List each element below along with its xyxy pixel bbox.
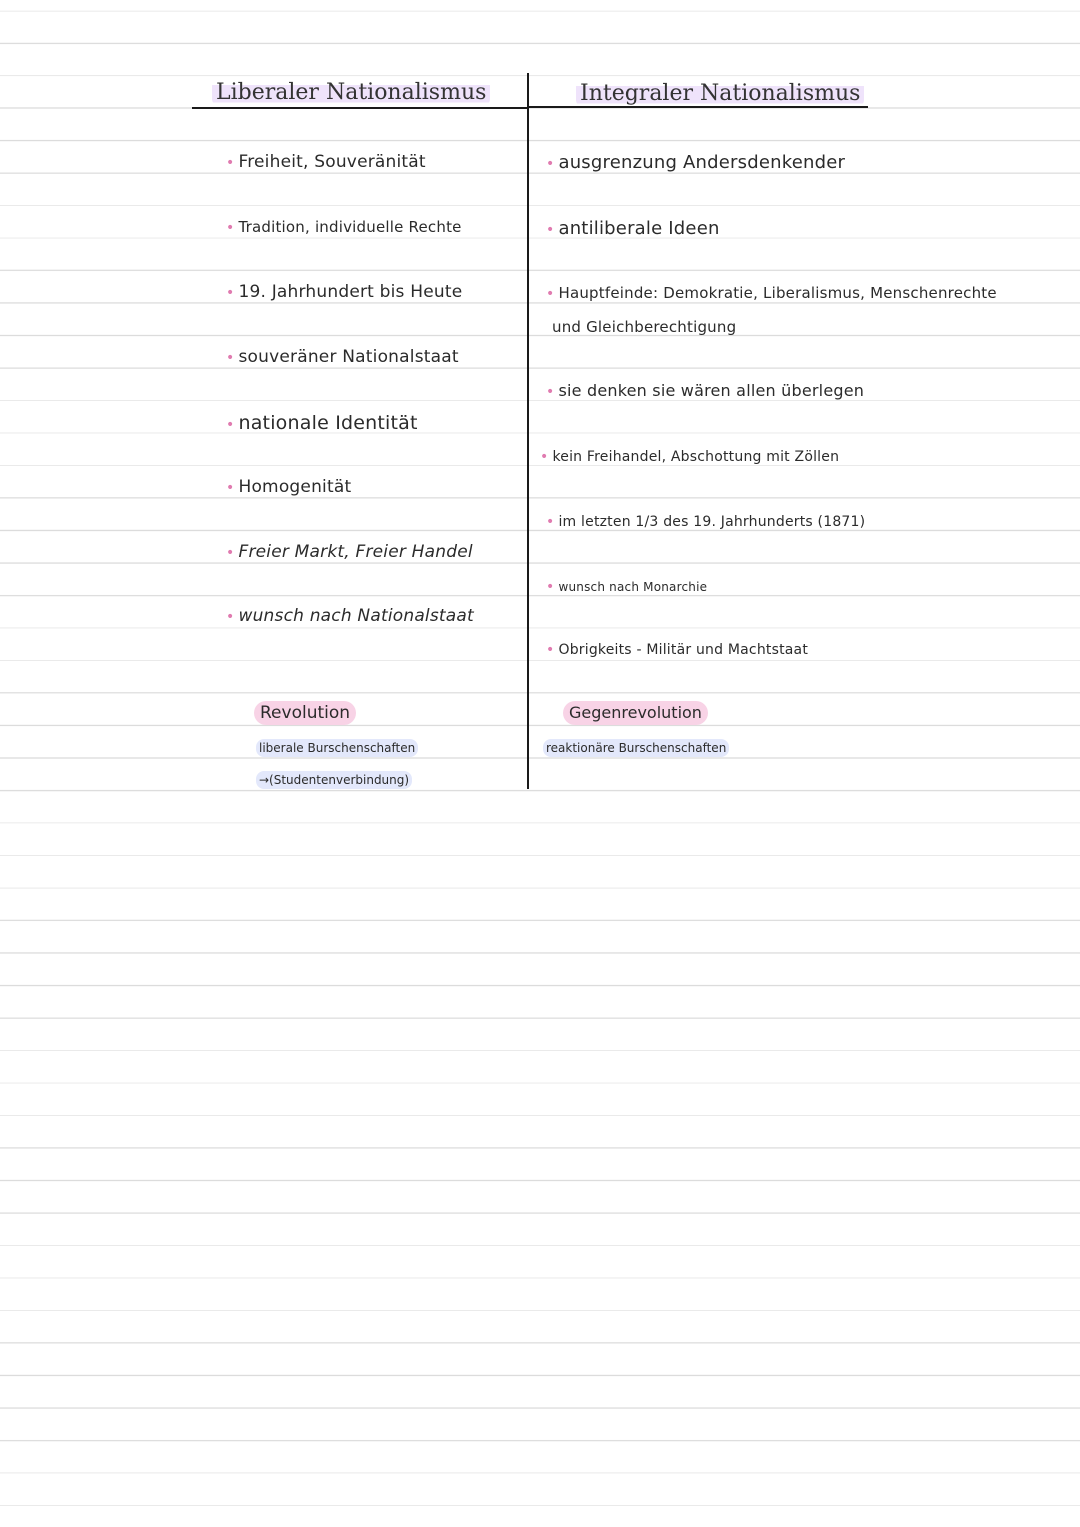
list-item: • wunsch nach Nationalstaat: [226, 606, 474, 626]
list-item: • Tradition, individuelle Rechte: [226, 218, 462, 236]
right-column-header: Integraler Nationalismus: [576, 81, 864, 106]
header-underline-left: [192, 107, 528, 109]
list-item: • wunsch nach Monarchie: [546, 579, 708, 595]
reactionary-fraternities-text: reaktionäre Burschenschaften: [543, 739, 729, 757]
list-item: • Homogenität: [226, 477, 352, 497]
list-item-continuation: und Gleichberechtigung: [552, 318, 737, 336]
counter-revolution-label: Gegenrevolution: [563, 701, 708, 725]
column-divider: [527, 73, 529, 789]
list-item: • Hauptfeinde: Demokratie, Liberalismus, Menschenrechte: [546, 284, 997, 302]
list-item: • kein Freihandel, Abschottung mit Zöllen: [540, 449, 840, 465]
revolution-label: Revolution: [254, 701, 356, 725]
list-item: • sie denken sie wären allen überlegen: [546, 381, 865, 400]
list-item: • Freiheit, Souveränität: [226, 152, 426, 172]
list-item: • Freier Markt, Freier Handel: [226, 542, 473, 562]
list-item: • 19. Jahrhundert bis Heute: [226, 282, 463, 302]
list-item: • ausgrenzung Andersdenkender: [546, 152, 846, 173]
list-item: • souveräner Nationalstaat: [226, 347, 459, 367]
list-item: • Obrigkeits - Militär und Machtstaat: [546, 642, 809, 658]
header-underline-right: [528, 106, 868, 108]
liberal-fraternities-text: liberale Burschenschaften: [256, 739, 418, 757]
left-column-header: Liberaler Nationalismus: [212, 80, 490, 105]
list-item: • im letzten 1/3 des 19. Jahrhunderts (1871): [546, 514, 866, 530]
student-association-text: →(Studentenverbindung): [256, 771, 412, 789]
list-item: • antiliberale Ideen: [546, 218, 720, 239]
list-item: • nationale Identität: [226, 412, 418, 434]
